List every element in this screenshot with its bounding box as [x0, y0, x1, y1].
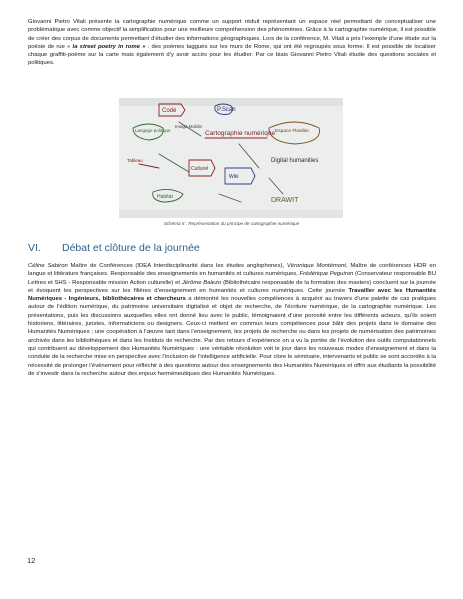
name-balezo: Jérôme Balezo — [181, 279, 222, 286]
page-number: 12 — [27, 556, 36, 565]
para1-text-start: Giovanni Pietro Vitali présente la cartographie numérique comme un support réduit représentant un espace réel permettant de conceptualiser une problématique avec comme objectif la simplification pour une meilleure compréhension des phénomènes. Grâce à la cartographie numérique, il est possible de créer des corpus de documents permettant d’étudier des informations géographiques. Lors de la conférence, M. Vitali a pris l’exemple d’une étude sur la poésie de rue « — [28, 19, 436, 50]
section-number: VI. — [28, 242, 41, 254]
para2-text-1: Maître de Conférences (IDEA Interdisciplinarité dans les études anglophones), — [67, 263, 287, 269]
para2-text-5: a démontré les nouvelles compétences à acquérir au travers d’une palette de cas pratiques autour de l’édition numérique, du patrimoine universitaire digitalisé et objet de recherche, de l’écriture numérique, de la cartographie numérique. Les présentations, puis les discussions auxquelles elles ont donné lieu avec le public, témoignaient d’une porosité entre les différents acteurs, qu’ils soient historiens, littéraires, juristes, informaticiens ou designers. Ceux-ci mettent en commun leurs compétences pour bâtir des projets dans le domaine des Humanités Numériques ; une coopération à l’œuvre tant dans l’enseignement, les projets de recherche ou dans les projets de numérisation des patrimoines archivés dans les bibliothèques et dans les Instituts de recherche. Par des retours d’expérience on a vu la portée de l’évolution des outils computationnels qui contribuent au développement des Humanités Numériques : une véritable révolution voit le jour dans les nouveaux modes d’enseignement et dans la conduite de la recherche mise en perspective avec l’inclusion de l’intelligence artificielle. Pour clore le séminaire, intervenants et public se sont accordés à la nécessité de prolonger l’évènement pour réfléchir à des questions autour des enseignements des Humanités Numériques et offrir aux étudiants la possibilité de s’investir dans la recherche autour des enjeux herméneutiques des Humanités Numériques. — [28, 296, 436, 377]
event-title-bold: Travailler avec les Humanités Numériques - Ingénieurs, bibliothécaires et chercheurs — [28, 287, 436, 303]
board-word-3: Langage politique — [135, 128, 171, 133]
whiteboard-drawing — [119, 98, 343, 218]
para2-text-2: , Maître de conférences HDR en langue et littérature françaises. Responsable des enseignements en humanités et cultures numériques, — [28, 263, 436, 278]
board-word-6: Espace Flexible — [275, 129, 309, 134]
paragraph-closing — [28, 262, 436, 378]
board-word-8: Tableau — [127, 158, 143, 163]
board-word-2: P.Scan — [217, 107, 236, 113]
board-word-12: Habitat — [157, 194, 173, 200]
section-heading — [28, 241, 200, 255]
board-word-11: DRAWIT — [271, 197, 299, 204]
street-poetry-emphasis: la street poetry in rome » — [70, 43, 146, 50]
board-word-10: Wiki — [229, 174, 239, 180]
paragraph-cartography — [28, 18, 436, 68]
board-word-5: Cartographie numérique — [205, 130, 276, 137]
figure-caption: Schéma 8 : Représentation du principe de cartographie numérique — [163, 221, 300, 226]
para2-text-4: (Bibliothécaire responsable de la formation des masters) concluent sur la journée et évoquent les perspectives sur les filières d’enseignement en humanités et cultures numériques. Cette journée — [28, 279, 437, 294]
para1-text-end: : des poèmes taggués sur les murs de Rome, qui ont été regroupés sous forme. Il est possible de localiser chaque graffiti-poème sur la carte mais également d’y avoir accès pour les étudier. Par ce biais Giovanni Pietro Vitali étudie des questions sociales et politiques. — [28, 43, 436, 67]
whiteboard-photo — [119, 98, 343, 218]
board-word-4: Image Mobile — [175, 124, 203, 129]
name-sabiron: Céline Sabiron — [28, 263, 68, 269]
board-word-1: Codé — [162, 108, 177, 114]
board-word-7: Digital humanities — [271, 158, 319, 164]
name-montemont: Véronique Montémont — [286, 263, 346, 269]
section-title: Débat et clôture de la journée — [62, 242, 200, 254]
para2-text-3: (Conservateur responsable BU Lettres et SHS - Responsable mission Action culturelle) et — [28, 271, 436, 286]
name-peguiron: Frédérique Peguiron — [299, 271, 354, 278]
board-word-9: Culturel — [191, 166, 209, 172]
